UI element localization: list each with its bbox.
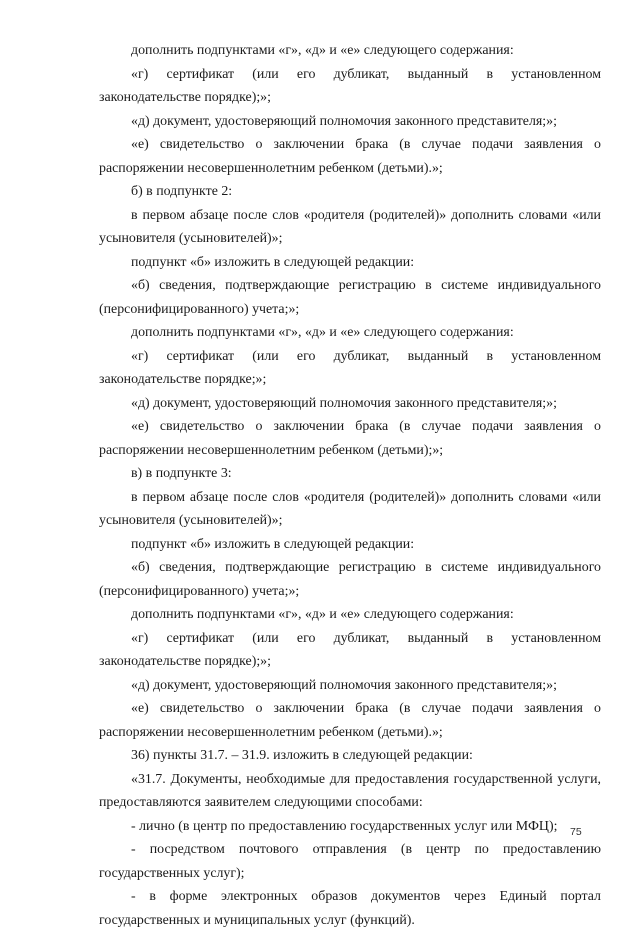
paragraph: «д) документ, удостоверяющий полномочия законного представителя;»;: [131, 677, 557, 693]
paragraph: в) в подпункте 3:: [131, 466, 232, 481]
paragraph: «е) свидетельство о заключении брака (в случае подачи заявления о распоряжении несовершеннолетним ребенком (детьми);»;: [99, 419, 601, 458]
paragraph: - в форме электронных образов документов через Единый портал государственных и муниципальных услуг (функций).: [99, 889, 601, 928]
paragraph: - лично (в центр по предоставлению государственных услуг или МФЦ);: [131, 818, 558, 834]
paragraph: подпункт «б» изложить в следующей редакции:: [131, 536, 415, 552]
paragraph: «б) сведения, подтверждающие регистрацию в системе индивидуального (персонифицированного) учета;»;: [99, 560, 601, 599]
paragraph: б) в подпункте 2:: [131, 184, 233, 199]
page-number: 75: [570, 826, 582, 838]
paragraph: «д) документ, удостоверяющий полномочия законного представителя;»;: [131, 395, 557, 411]
paragraph: дополнить подпунктами «г», «д» и «е» следующего содержания:: [131, 607, 514, 622]
paragraph: «д) документ, удостоверяющий полномочия законного представителя;»;: [131, 113, 557, 129]
paragraph: дополнить подпунктами «г», «д» и «е» следующего содержания:: [131, 43, 514, 58]
paragraph: «е) свидетельство о заключении брака (в случае подачи заявления о распоряжении несовершеннолетним ребенком (детьми).»;: [99, 137, 601, 176]
paragraph: «е) свидетельство о заключении брака (в случае подачи заявления о распоряжении несовершеннолетним ребенком (детьми).»;: [99, 701, 601, 740]
paragraph: - посредством почтового отправления (в центр по предоставлению государственных услуг);: [99, 842, 601, 881]
document-body: [99, 39, 601, 932]
paragraph: 36) пункты 31.7. – 31.9. изложить в следующей редакции:: [131, 748, 473, 763]
paragraph: «г) сертификат (или его дубликат, выданный в установленном законодательстве порядке);»;: [99, 630, 601, 669]
paragraph: подпункт «б» изложить в следующей редакции:: [131, 254, 415, 270]
paragraph: «г) сертификат (или его дубликат, выданный в установленном законодательстве порядке;»;: [99, 348, 601, 387]
paragraph: «г) сертификат (или его дубликат, выданный в установленном законодательстве порядке);»;: [99, 66, 601, 105]
paragraph: в первом абзаце после слов «родителя (родителей)» дополнить словами «или усыновителя (усыновителей)»;: [99, 489, 601, 528]
paragraph: «31.7. Документы, необходимые для предоставления государственной услуги, предоставляются заявителем следующими способами:: [99, 771, 601, 810]
paragraph: в первом абзаце после слов «родителя (родителей)» дополнить словами «или усыновителя (усыновителей)»;: [99, 207, 601, 246]
paragraph: дополнить подпунктами «г», «д» и «е» следующего содержания:: [131, 325, 514, 340]
paragraph: «б) сведения, подтверждающие регистрацию в системе индивидуального (персонифицированного) учета;»;: [99, 278, 601, 317]
